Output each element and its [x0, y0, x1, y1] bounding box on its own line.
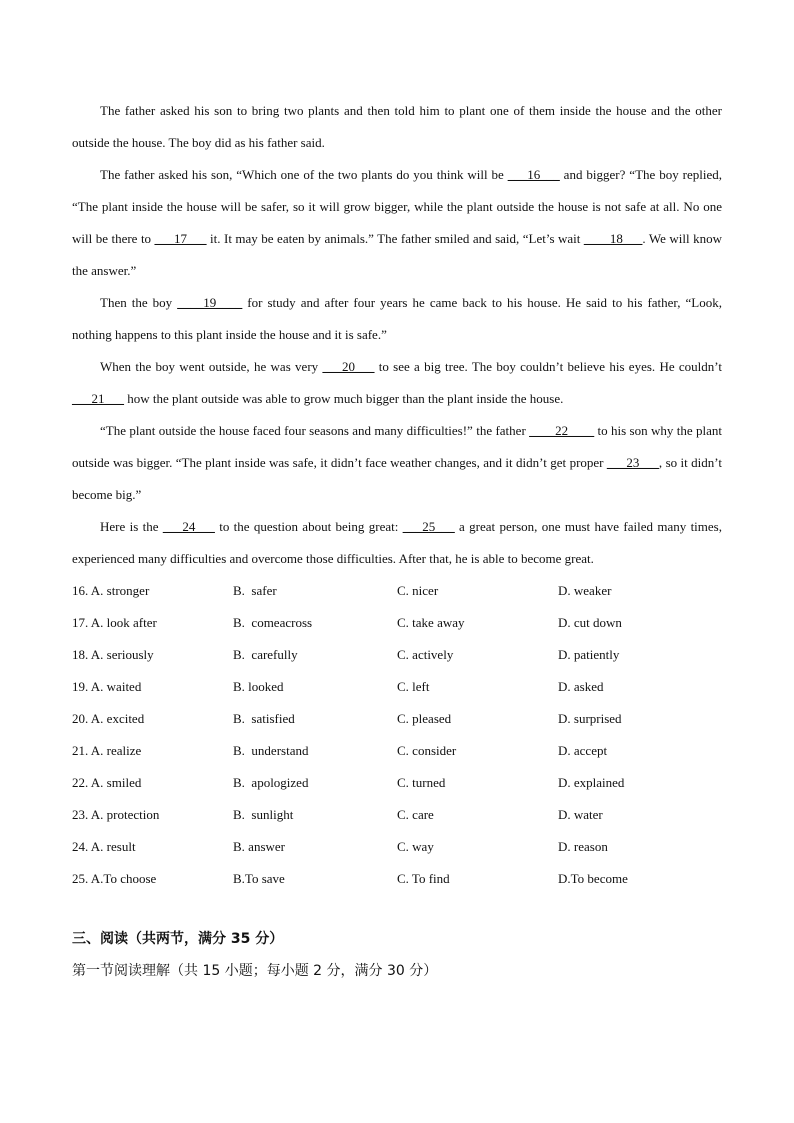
option-d: D. patiently: [558, 647, 620, 662]
option-b: B. sunlight: [233, 807, 294, 822]
option-d: D. accept: [558, 743, 608, 758]
blank-24: ___24___: [162, 519, 215, 534]
option-row-17: [72, 607, 722, 639]
paragraph-text: . We will know the answer.”: [72, 231, 722, 278]
option-c: C. care: [397, 807, 434, 822]
option-a: 17. A. look after: [72, 615, 157, 630]
blank-22: ____22____: [529, 423, 595, 438]
option-c: C. take away: [397, 615, 465, 630]
option-b: B. carefully: [233, 647, 298, 662]
document-page: [72, 0, 722, 895]
option-a: 24. A. result: [72, 839, 136, 854]
paragraph-6: [72, 511, 722, 575]
paragraph-text: how the plant outside was able to grow much bigger than the plant inside the house.: [124, 391, 564, 406]
option-d: D. asked: [558, 679, 604, 694]
option-row-19: [72, 671, 722, 703]
option-d: D. reason: [558, 839, 608, 854]
option-a: 21. A. realize: [72, 743, 142, 758]
blank-16: ___16___: [507, 167, 560, 182]
option-c: C. actively: [397, 647, 454, 662]
section-heading: 三、阅读（共两节，满分 35 分）: [72, 931, 284, 947]
option-d: D. weaker: [558, 583, 612, 598]
option-a: 23. A. protection: [72, 807, 160, 822]
option-b: B. satisfied: [233, 711, 295, 726]
option-c: C. turned: [397, 775, 446, 790]
option-b: B. comeacross: [233, 615, 313, 630]
paragraph-text: “The plant outside the house faced four seasons and many difficulties!” the father: [100, 423, 530, 438]
paragraph-text: a great person, one must have failed many times, experienced many difficulties and overcome those difficulties. After that, he is able to become great.: [72, 519, 722, 566]
paragraph-text: Here is the: [100, 519, 163, 534]
paragraph-text: for study and after four years he came back to his house. He said to his father, “Look, nothing happens to this plant inside the house and it is safe.”: [72, 295, 722, 342]
option-row-24: [72, 831, 722, 863]
paragraph-text: and bigger? “The boy replied, “The plant inside the house will be safer, so it will grow bigger, while the plant outside the house is not safe at all. No one will be there to: [72, 167, 723, 246]
paragraph-text: , so it didn’t become big.”: [72, 455, 722, 502]
option-b: B. understand: [233, 743, 309, 758]
paragraph-2: [72, 159, 722, 287]
option-row-16: [72, 575, 722, 607]
option-a: 22. A. smiled: [72, 775, 142, 790]
option-d: D. surprised: [558, 711, 622, 726]
option-b: B. looked: [233, 679, 284, 694]
paragraph-4: [72, 351, 722, 415]
option-row-18: [72, 639, 722, 671]
option-a: 19. A. waited: [72, 679, 142, 694]
blank-20: ___20___: [322, 359, 375, 374]
option-a: 25. A.To choose: [72, 871, 157, 886]
option-b: B. safer: [233, 583, 277, 598]
paragraph-text: When the boy went outside, he was very: [100, 359, 323, 374]
option-a: 18. A. seriously: [72, 647, 154, 662]
option-b: B. apologized: [233, 775, 309, 790]
section-subheading: 第一节阅读理解（共 15 小题；每小题 2 分，满分 30 分）: [72, 963, 438, 979]
option-b: B. answer: [233, 839, 285, 854]
paragraph-3: [72, 287, 722, 351]
option-a: 20. A. excited: [72, 711, 145, 726]
paragraph-text: Then the boy: [100, 295, 178, 310]
option-d: D. water: [558, 807, 603, 822]
blank-25: ___25___: [402, 519, 455, 534]
blank-23: ___23___: [606, 455, 659, 470]
option-c: C. left: [397, 679, 430, 694]
blank-18: ____18___: [583, 231, 643, 246]
option-c: C. pleased: [397, 711, 452, 726]
option-row-21: [72, 735, 722, 767]
options-list: [72, 575, 722, 895]
paragraph-text: it. It may be eaten by animals.” The father smiled and said, “Let’s wait: [206, 231, 584, 246]
option-row-23: [72, 799, 722, 831]
paragraph-text: to the question about being great:: [214, 519, 403, 534]
option-row-25: [72, 863, 722, 895]
option-d: D. explained: [558, 775, 625, 790]
paragraph-text: The father asked his son to bring two plants and then told him to plant one of them inside the house and the other outside the house. The boy did as his father said.: [72, 103, 722, 150]
option-c: C. To find: [397, 871, 450, 886]
paragraph-text: to his son why the plant outside was bigger. “The plant inside was safe, it didn’t face weather changes, and it didn’t get proper: [72, 423, 723, 470]
option-b: B.To save: [233, 871, 285, 886]
paragraph-text: to see a big tree. The boy couldn’t believe his eyes. He couldn’t: [374, 359, 722, 374]
option-row-22: [72, 767, 722, 799]
paragraph-text: The father asked his son, “Which one of the two plants do you think will be: [100, 167, 508, 182]
option-row-20: [72, 703, 722, 735]
option-d: D. cut down: [558, 615, 622, 630]
blank-21: ___21___: [72, 391, 124, 406]
option-d: D.To become: [558, 871, 628, 886]
option-c: C. way: [397, 839, 434, 854]
option-a: 16. A. stronger: [72, 583, 150, 598]
blank-17: ___17___: [154, 231, 207, 246]
paragraph-1: [72, 95, 722, 159]
blank-19: ____19____: [177, 295, 243, 310]
option-c: C. nicer: [397, 583, 439, 598]
option-c: C. consider: [397, 743, 457, 758]
paragraph-5: [72, 415, 722, 511]
